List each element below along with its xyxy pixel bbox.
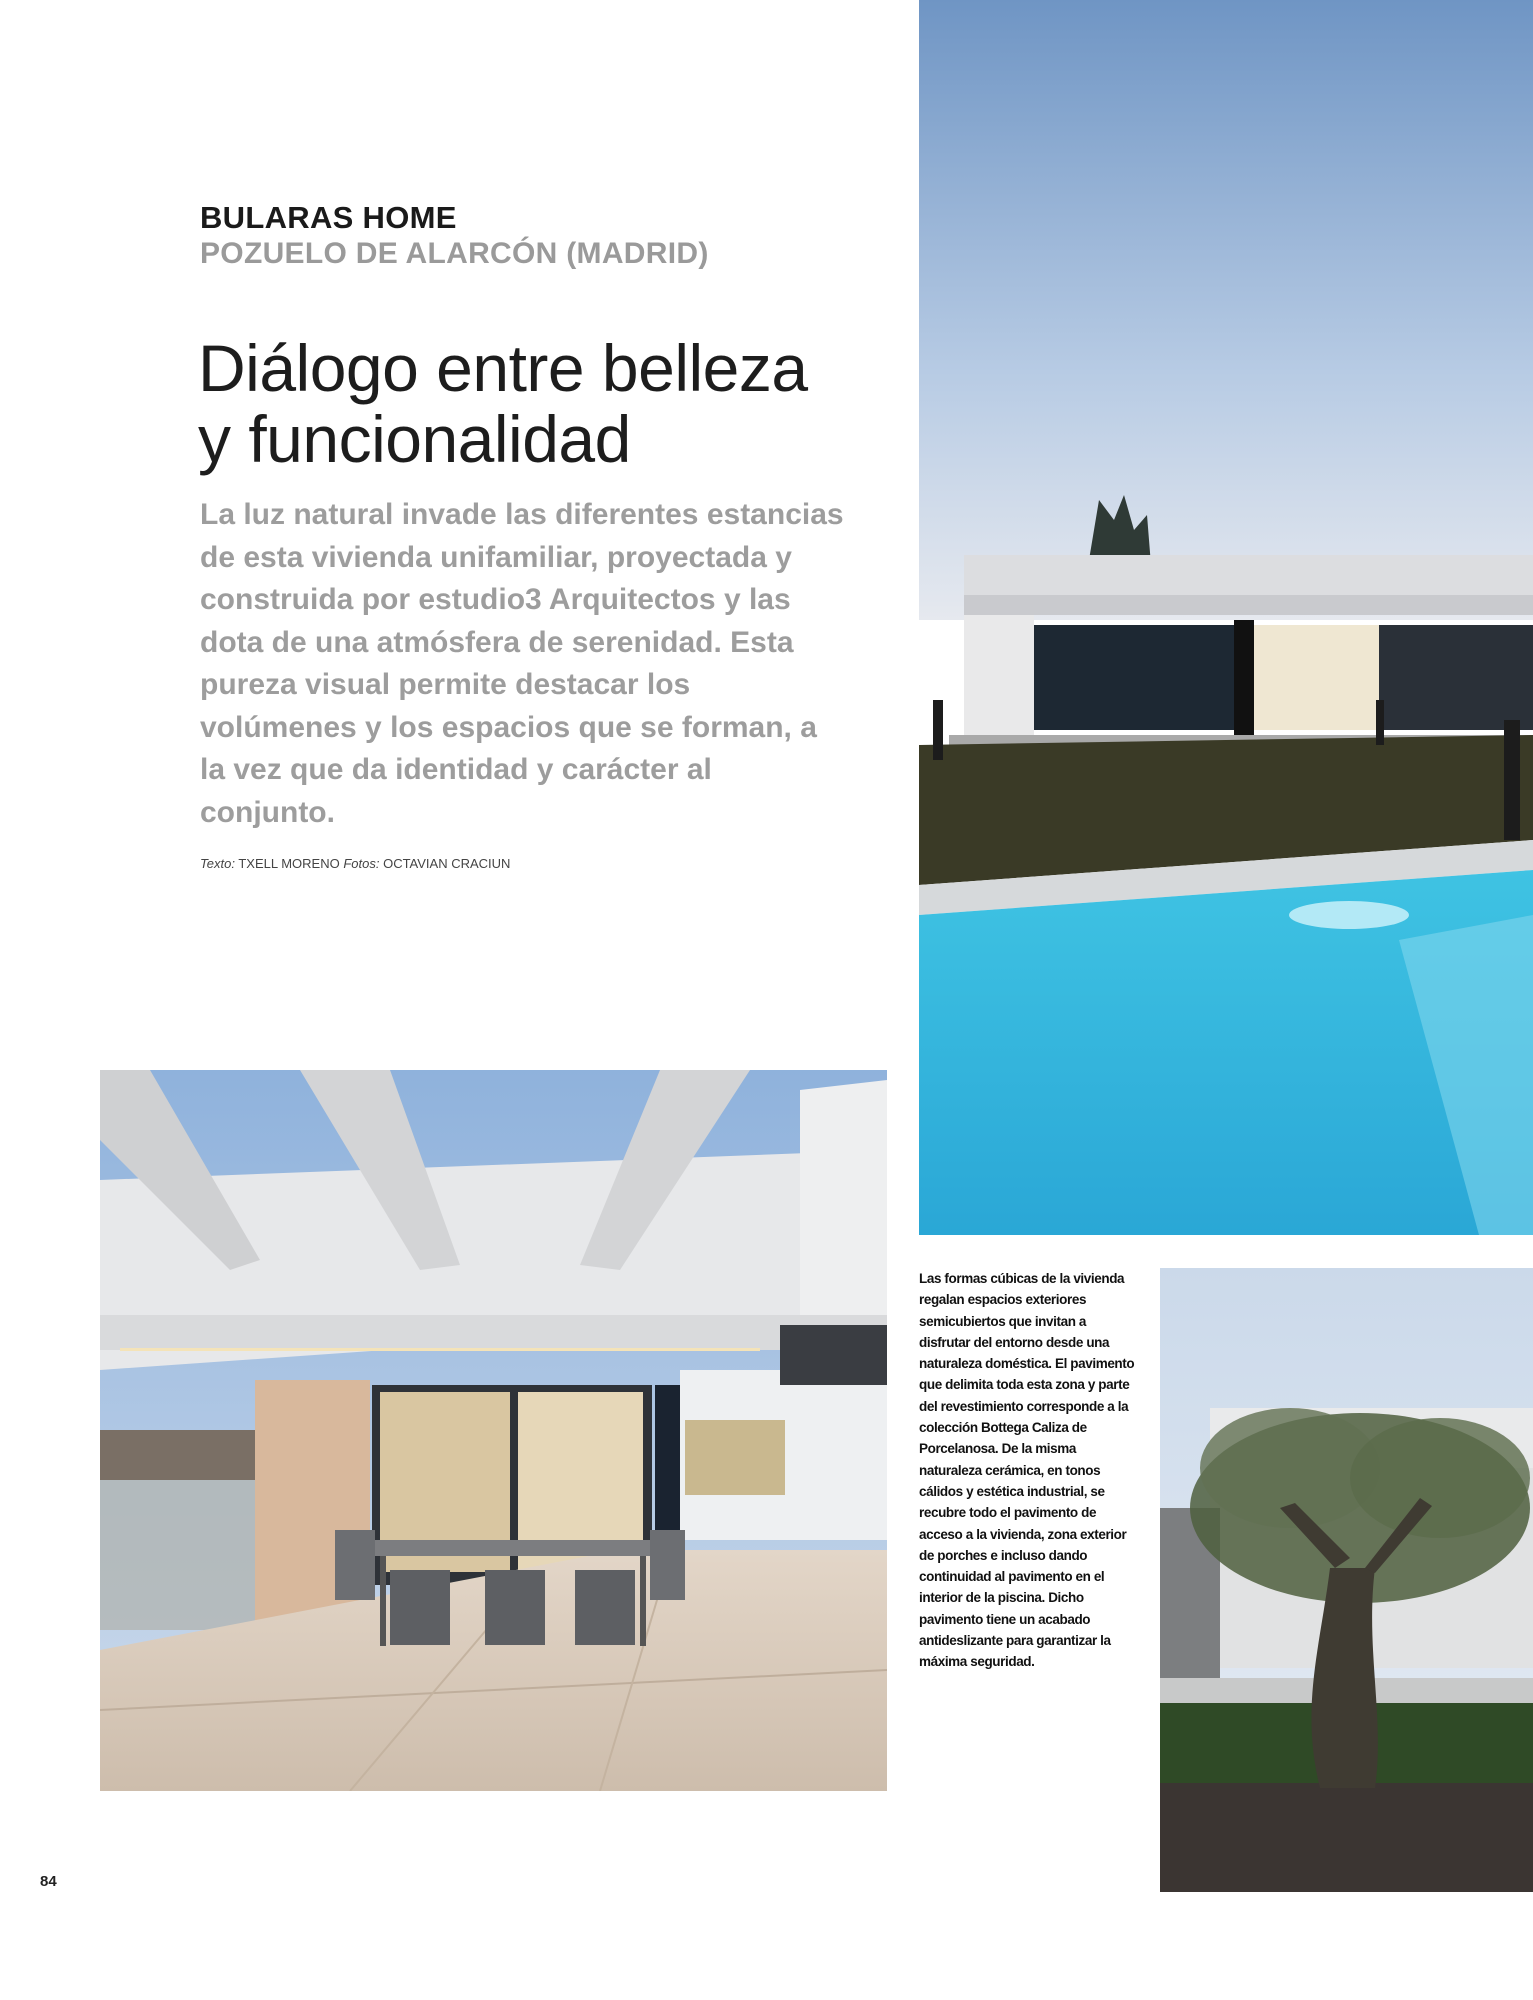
photo-house-pool-dusk [919,0,1533,1235]
text-credit-label: Texto: [200,856,235,871]
headline-line-2: y funcionalidad [198,402,631,476]
photo-covered-terrace [100,1070,887,1791]
text-credit-author: TXELL MORENO [238,856,340,871]
intro-paragraph: La luz natural invade las diferentes estancias de esta vivienda unifamiliar, proyectada y construida por estudio3 Arquitectos y las dota de una atmósfera de serenidad. Esta pureza visual permite destacar los volúmenes y los espacios que se forman, a la vez que da identidad y carácter al conjunto. [200,498,844,829]
project-name: BULARAS HOME [200,200,457,235]
photo-caption: Las formas cúbicas de la vivienda regalan espacios exteriores semicubiertos que invitan a disfrutar del entorno desde una naturaleza doméstica. El pavimento que delimita toda esta zona y parte del revestimiento corresponde a la colección Bottega Caliza de Porcelanosa. De la misma naturaleza cerámica, en tonos cálidos y estética industrial, se recubre todo el pavimento de acceso a la vivienda, zona exterior de porches e incluso dando continuidad al pavimento en el interior de la piscina. Dicho pavimento tiene un acabado antideslizante para garantizar la máxima seguridad. [919,1271,1135,1670]
page-number: 84 [40,1873,57,1890]
headline [198,333,808,475]
project-location: POZUELO DE ALARCÓN (MADRID) [200,237,709,270]
photo-credit-label: Fotos: [343,856,380,871]
credits [200,856,510,871]
photo-olive-tree [1160,1268,1533,1892]
headline-line-1: Diálogo entre belleza [198,331,808,405]
photo-credit-author: OCTAVIAN CRACIUN [383,856,511,871]
